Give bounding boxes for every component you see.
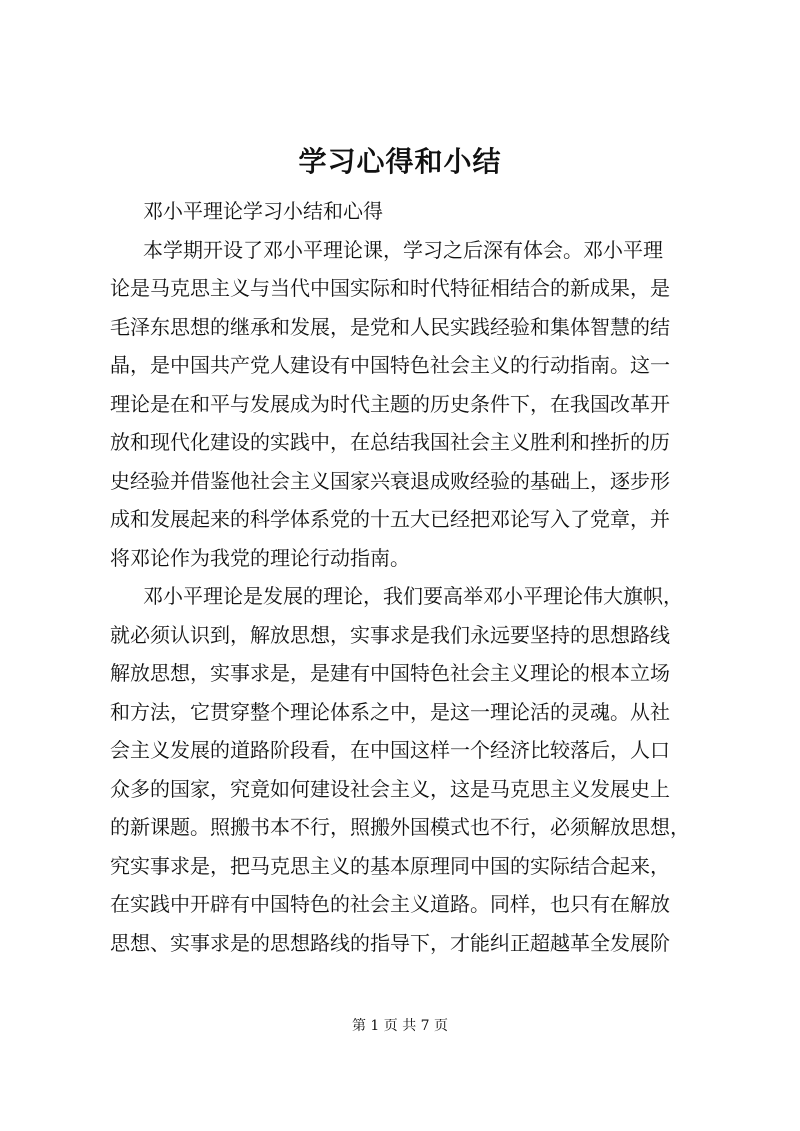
paragraph-line: 解放思想，实事求是，是建有中国特色社会主义理论的根本立场 bbox=[110, 661, 670, 685]
paragraph-line: 论是马克思主义与当代中国实际和时代特征相结合的新成果，是 bbox=[110, 276, 670, 300]
paragraph-line: 史经验并借鉴他社会主义国家兴衰退成败经验的基础上，逐步形 bbox=[110, 468, 670, 493]
paragraph-2 bbox=[110, 577, 700, 962]
paragraph-line: 成和发展起来的科学体系党的十五大已经把邓论写入了党章，并 bbox=[110, 507, 670, 531]
paragraph-line: 将邓论作为我党的理论行动指南。 bbox=[110, 545, 410, 570]
paragraph-line: 的新课题。照搬书本不行，照搬外国模式也不行，必须解放思想， bbox=[110, 815, 690, 839]
paragraph-line: 会主义发展的道路阶段看，在中国这样一个经济比较落后，人口 bbox=[110, 738, 670, 762]
paragraph-line: 在实践中开辟有中国特色的社会主义道路。同样，也只有在解放 bbox=[110, 892, 670, 916]
paragraph-line: 和方法，它贯穿整个理论体系之中，是这一理论活的灵魂。从社 bbox=[110, 699, 670, 724]
paragraph-line: 本学期开设了邓小平理论课，学习之后深有体会。邓小平理 bbox=[143, 237, 663, 262]
paragraph-line: 理论是在和平与发展成为时代主题的历史条件下，在我国改革开 bbox=[110, 391, 670, 416]
page-title: 学习心得和小结 bbox=[298, 145, 502, 178]
paragraph-line: 毛泽东思想的继承和发展，是党和人民实践经验和集体智慧的结 bbox=[110, 314, 670, 339]
document-body bbox=[110, 192, 700, 962]
paragraph-line: 究实事求是，把马克思主义的基本原理同中国的实际结合起来， bbox=[110, 853, 670, 878]
paragraph-line: 邓小平理论是发展的理论，我们要高举邓小平理论伟大旗帜， bbox=[143, 584, 683, 608]
paragraph-line: 众多的国家，究竟如何建设社会主义，这是马克思主义发展史上 bbox=[110, 776, 670, 801]
paragraph-line: 放和现代化建设的实践中，在总结我国社会主义胜利和挫折的历 bbox=[110, 430, 670, 454]
paragraph-line: 晶，是中国共产党人建设有中国特色社会主义的行动指南。这一 bbox=[110, 353, 670, 377]
paragraph-1 bbox=[110, 231, 700, 578]
subtitle-line: 邓小平理论学习小结和心得 bbox=[143, 199, 383, 223]
paragraph-line: 思想、实事求是的思想路线的指导下，才能纠正超越革全发展阶 bbox=[110, 930, 670, 955]
page-footer: 第 1 页 共 7 页 bbox=[351, 1018, 449, 1034]
paragraph-line: 就必须认识到，解放思想，实事求是我们永远要坚持的思想路线 bbox=[110, 622, 670, 647]
